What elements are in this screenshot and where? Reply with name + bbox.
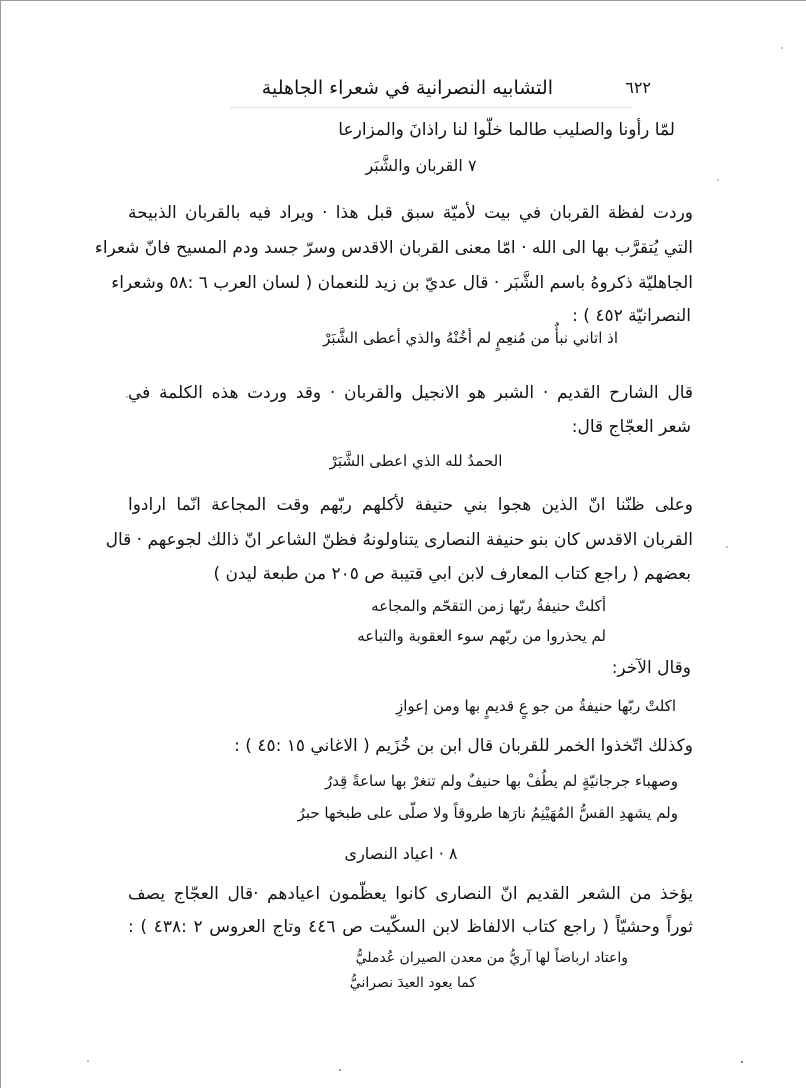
verse-line: وصهباء جرجانيّةٍ لم يطُفْ بها حنيفٌ ولم تنغرْ بها ساعةً قِدرُ <box>324 772 678 790</box>
paragraph-line: القربان الاقدس كان بنو حنيفة النصارى يتناولونهُ فظنّ الشاعر انّ ذالك لجوعهم · قال <box>105 530 693 550</box>
verse-line: أكلتْ حنيفةُ ربّها زمن التقحّم والمجاعه <box>371 597 606 615</box>
scan-speck <box>339 1069 341 1071</box>
paragraph-line: وقال الآخر: <box>611 658 691 678</box>
paragraph-line: وعلى ظنّنا انّ الذين هجوا بني حنيفة لأكلهم ربّهم وقت المجاعة انّما ارادوا <box>128 495 693 515</box>
verse-line: كما يعود العيدَ نصرانيُّ <box>349 975 476 991</box>
verse-line: اذ اتاني نبأٌ من مُنعِمٍ لم أخُنْهُ والذي أعطى الشَّبَرْ <box>323 329 618 347</box>
paragraph-line: شعر العجّاج قال: <box>571 417 691 437</box>
verse-line: ولم يشهدِ القسُّ المُهَيْنِمُ نارَها طروقاً ولا صلّى على طبخها حبرُ <box>297 804 678 822</box>
paragraph-line: الجاهليّة ذكروهُ باسم الشَّبَر · قال عديّ بن زيد للنعمان ( لسان العرب ٦ :٥٨ وشعراء <box>111 273 693 293</box>
scan-speck <box>781 47 783 49</box>
section-8-heading: ٨ · اعياد النصارى <box>344 844 458 863</box>
header-rule <box>231 107 631 108</box>
verse-line: واعتاد ارباضاً لها آريُّ من معدن الصيران عُدمليُّ <box>355 950 628 966</box>
paragraph-line: النصرانيّة ٤٥٢ ) : <box>572 306 691 326</box>
scan-speck <box>126 396 128 398</box>
paragraph-line: بعضهم ( راجع كتاب المعارف لابن ابي قتيبة ص ٢٠٥ من طبعة ليدن ) <box>213 564 691 584</box>
verse-top: لمّا رأونا والصليب طالما خلّوا لنا راذانَ والمزارعا <box>338 120 675 140</box>
section-7-heading: ٧ القربان والشَّبَر <box>365 156 477 175</box>
scan-speck <box>741 1061 743 1063</box>
running-title: التشابيه النصرانية في شعراء الجاهلية <box>261 77 553 99</box>
paragraph-line: يؤخذ من الشعر القديم انّ النصارى كانوا يعظّمون اعيادهم ·قال العجّاج يصف <box>128 884 693 904</box>
paragraph-line: ثوراً وحشيّاً ( راجع كتاب الالفاظ لابن السكّيت ص ٤٤٦ وتاج العروس ٢ :٤٣٨ ) : <box>128 917 693 937</box>
verse-line: لم يحذروا من ربّهم سوء العقوبة والتباعه <box>357 627 606 645</box>
running-header <box>241 71 651 105</box>
paragraph-line: وكذلك اتّخذوا الخمر للقربان قال ابن بن خُزَيم ( الاغاني ١٥ :٤٥ ) : <box>234 736 693 756</box>
paragraph-line: التي يُتقرَّب بها الى الله · امّا معنى القربان الاقدس وسرّ جسد ودم المسيح فانّ شعراء <box>94 238 693 258</box>
scan-speck <box>726 546 728 548</box>
page-number: ٦٢٢ <box>625 78 651 97</box>
scan-speck <box>87 1060 89 1062</box>
verse-line: اكلتْ ربّها حنيفةُ من جو عٍ قديمٍ بها ومن إعوازِ <box>395 697 676 715</box>
paragraph-line: وردت لفظة القربان في بيت لأميّة سبق قبل هذا · ويراد فيه بالقربان الذبيحة <box>128 203 693 223</box>
scan-speck <box>717 179 719 181</box>
paragraph-line: قال الشارح القديم · الشبر هو الانجيل والقربان · وقد وردت هذه الكلمة في <box>128 383 693 403</box>
verse-line: الحمدُ لله الذي اعطى الشَّبَرْ <box>329 452 503 470</box>
